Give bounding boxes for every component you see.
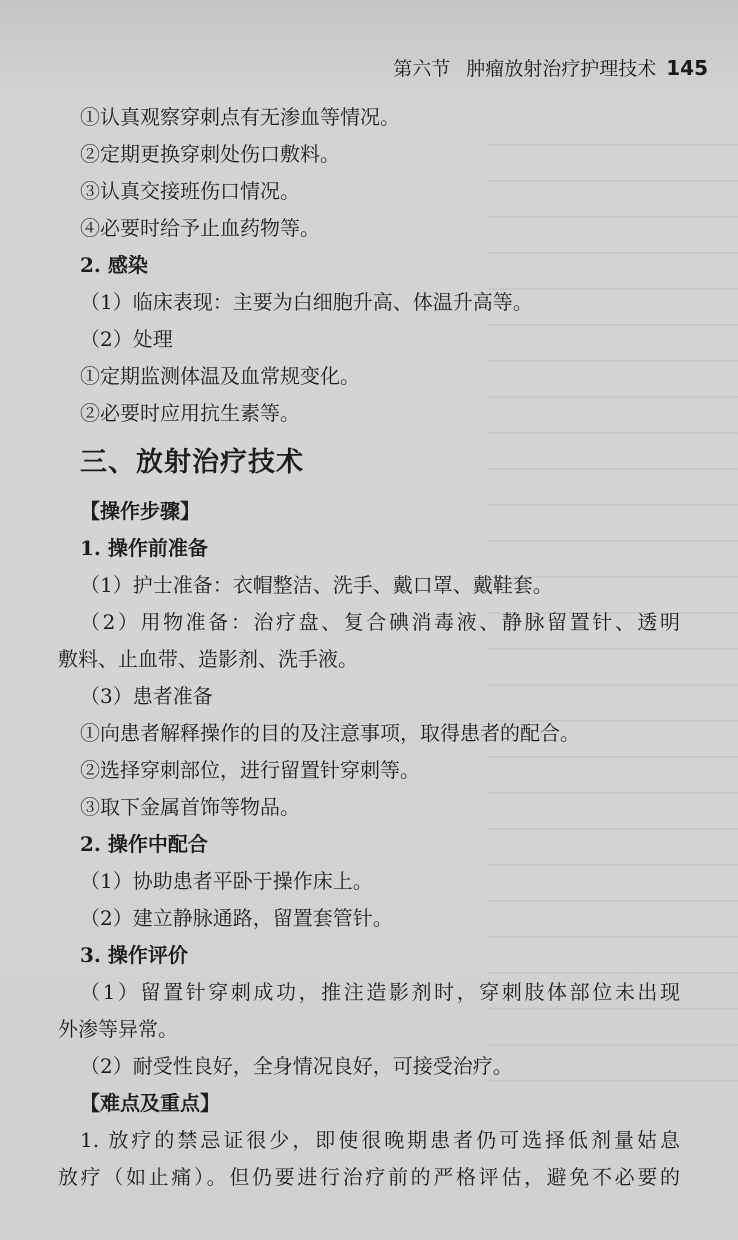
text-line: （2）建立静脉通路，留置套管针。 xyxy=(80,906,393,930)
text-line: 敷料、止血带、造影剂、洗手液。 xyxy=(58,647,358,671)
text-line: ②必要时应用抗生素等。 xyxy=(80,401,300,425)
text-line: （1）护士准备：衣帽整洁、洗手、戴口罩、戴鞋套。 xyxy=(80,573,553,597)
text-line: ①向患者解释操作的目的及注意事项，取得患者的配合。 xyxy=(80,721,580,745)
running-header xyxy=(393,54,708,81)
bracket-heading: 【操作步骤】 xyxy=(80,499,200,523)
text-line: （3）患者准备 xyxy=(80,684,213,708)
subsection-heading: 2. 感染 xyxy=(80,253,148,277)
text-line: ④必要时给予止血药物等。 xyxy=(80,216,320,240)
text-line: ③取下金属首饰等物品。 xyxy=(80,795,300,819)
text-line: 1. 放疗的禁忌证很少，即使很晚期患者仍可选择低剂量姑息 xyxy=(80,1128,680,1152)
text-line: ①认真观察穿刺点有无渗血等情况。 xyxy=(80,105,400,129)
subsection-heading: 2. 操作中配合 xyxy=(80,832,208,856)
text-line: ③认真交接班伤口情况。 xyxy=(80,179,300,203)
text-line: （2）耐受性良好，全身情况良好，可接受治疗。 xyxy=(80,1054,513,1078)
text-line: ①定期监测体温及血常规变化。 xyxy=(80,364,360,388)
text-line: 放疗（如止痛）。但仍要进行治疗前的严格评估，避免不必要的 xyxy=(58,1165,680,1189)
header-title: 肿瘤放射治疗护理技术 xyxy=(466,58,657,80)
text-line: （2）处理 xyxy=(80,327,173,351)
header-section: 第六节 xyxy=(393,58,451,80)
subsection-heading: 3. 操作评价 xyxy=(80,943,188,967)
page-number: 145 xyxy=(666,56,708,80)
text-line: ②选择穿刺部位，进行留置针穿刺等。 xyxy=(80,758,420,782)
section-title: 三、放射治疗技术 xyxy=(80,447,304,478)
text-line: （1）留置针穿刺成功，推注造影剂时，穿刺肢体部位未出现 xyxy=(80,980,680,1004)
text-line: （1）临床表现：主要为白细胞升高、体温升高等。 xyxy=(80,290,533,314)
text-line: （1）协助患者平卧于操作床上。 xyxy=(80,869,373,893)
subsection-heading: 1. 操作前准备 xyxy=(80,536,208,560)
text-line: ②定期更换穿刺处伤口敷料。 xyxy=(80,142,340,166)
text-line: 外渗等异常。 xyxy=(58,1017,178,1041)
text-line: （2）用物准备：治疗盘、复合碘消毒液、静脉留置针、透明 xyxy=(80,610,680,634)
bracket-heading: 【难点及重点】 xyxy=(80,1091,220,1115)
